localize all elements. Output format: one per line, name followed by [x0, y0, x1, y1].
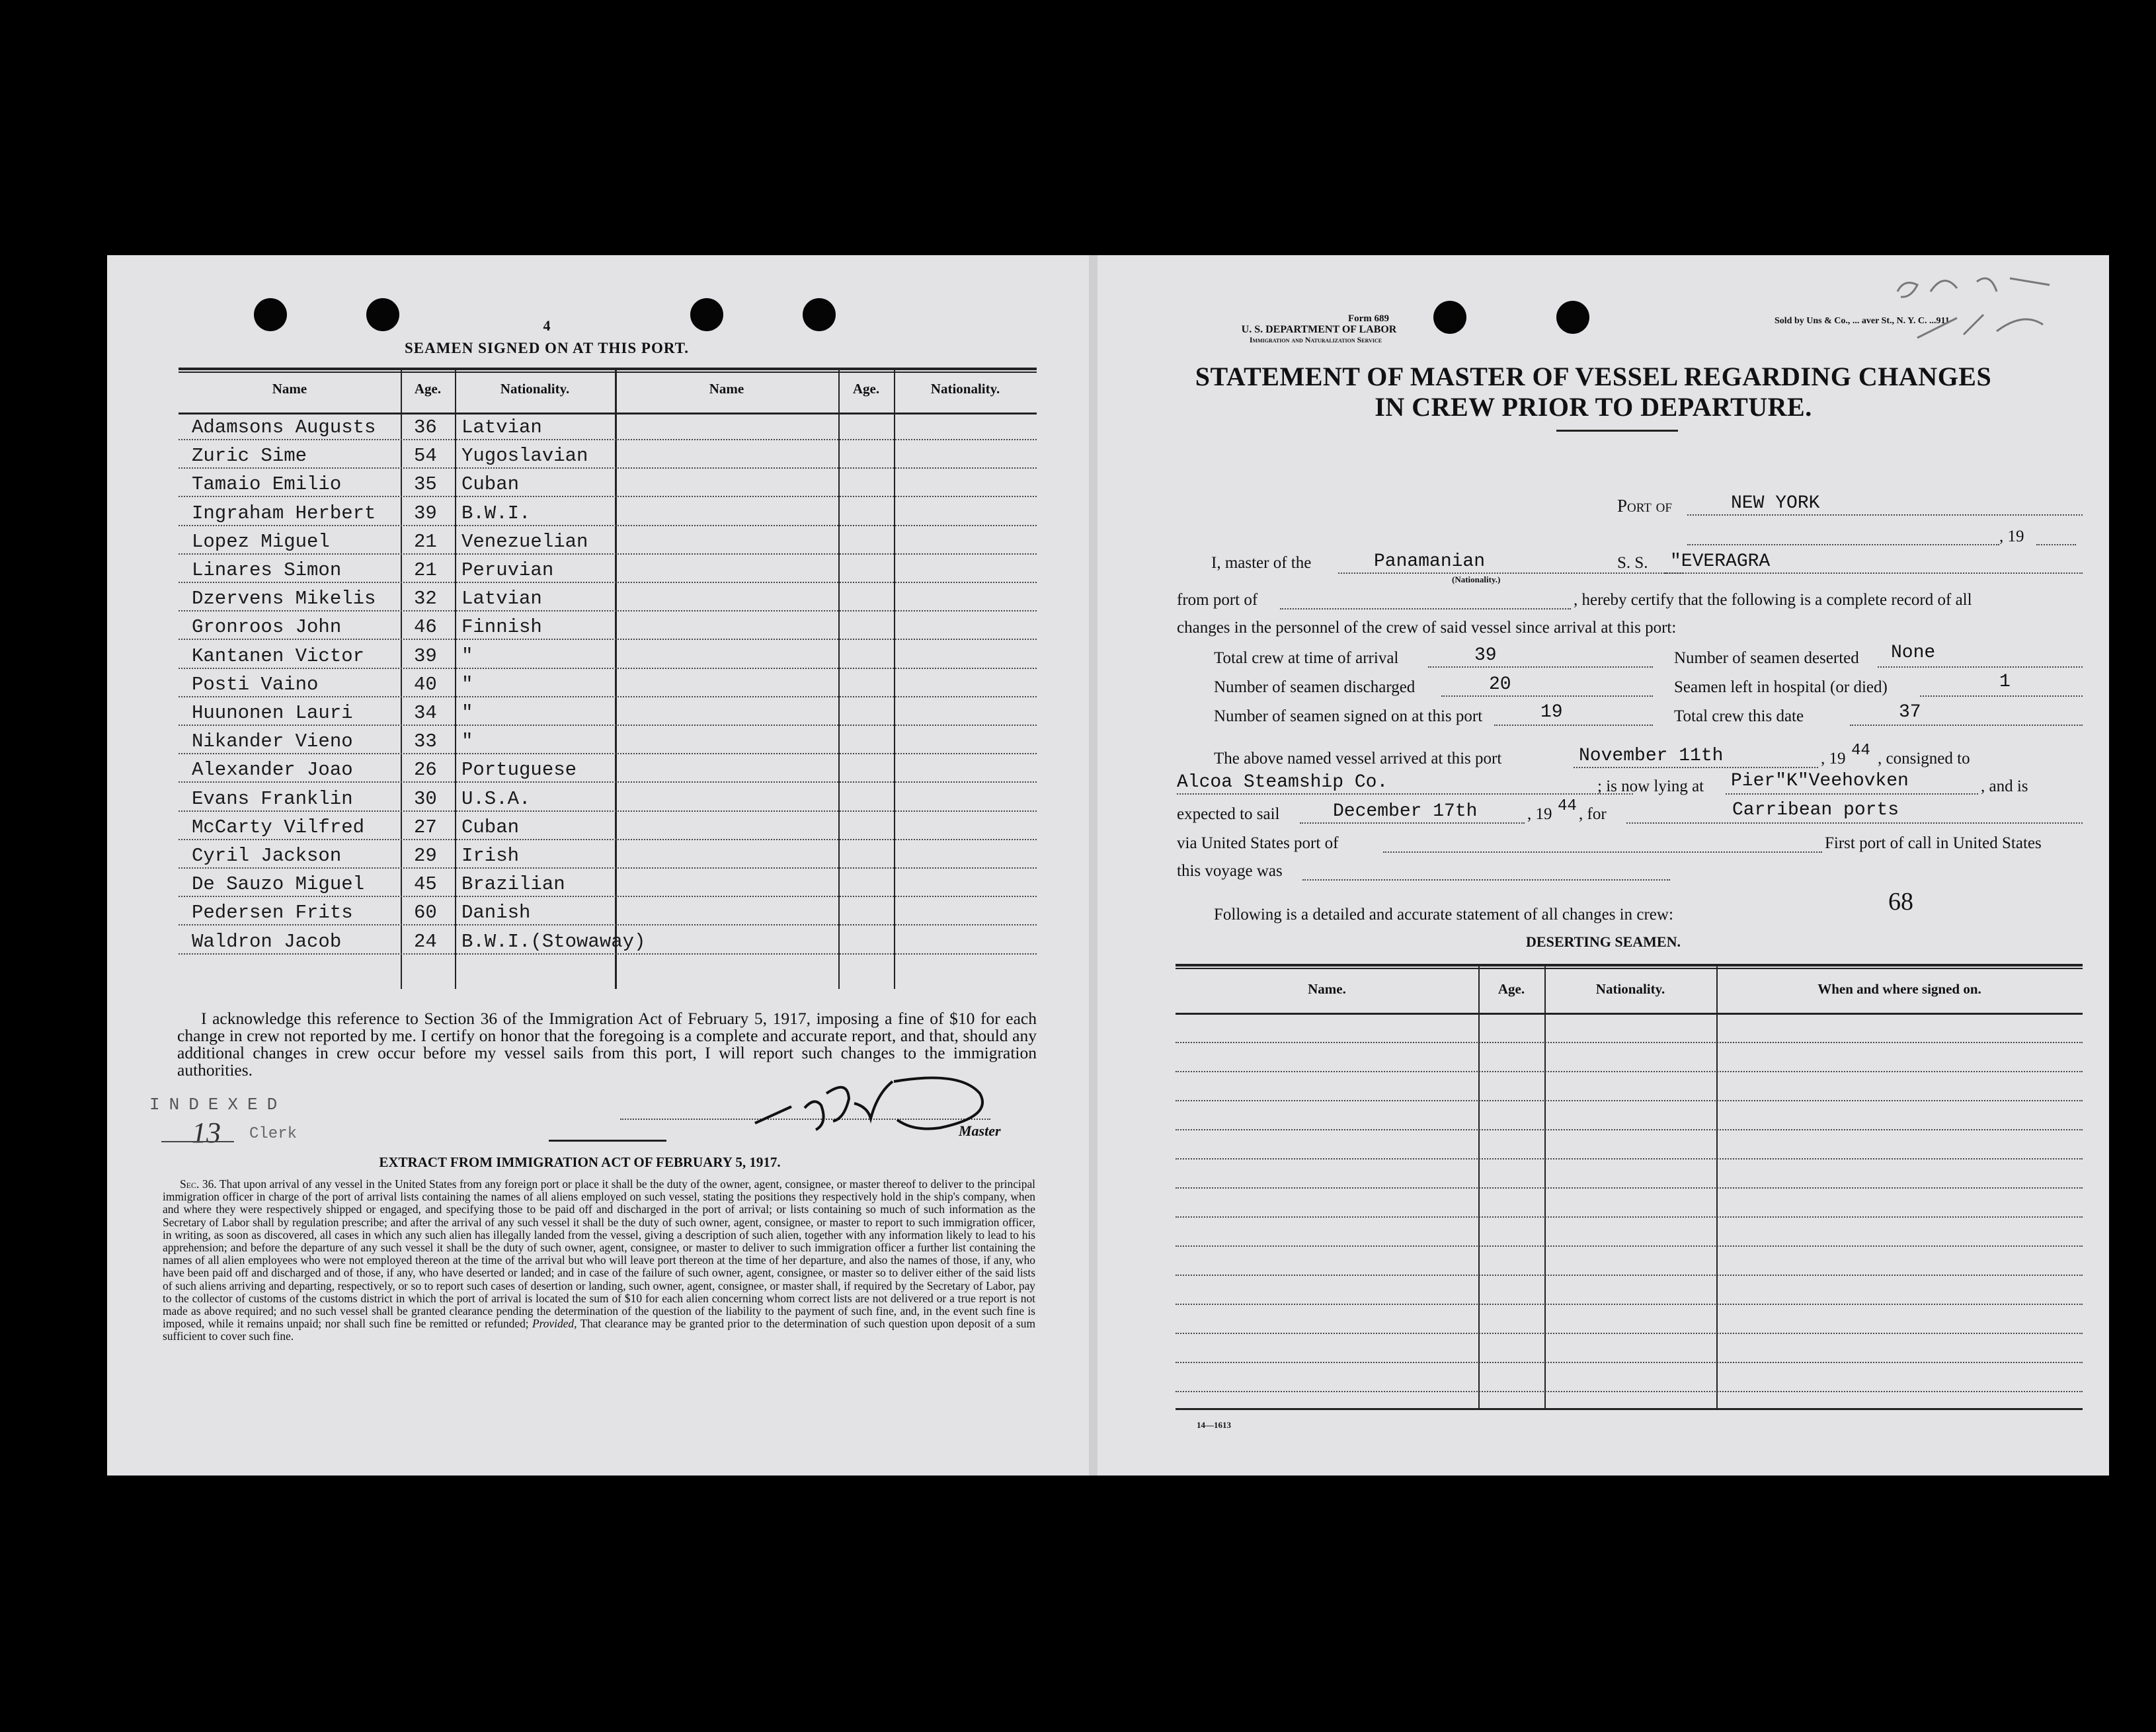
- sail-date: December 17th: [1333, 801, 1478, 822]
- deserted-value: None: [1891, 643, 1936, 663]
- header-age-2: Age.: [852, 381, 880, 397]
- crew-row: [179, 643, 1037, 671]
- section-title: SEAMEN SIGNED ON AT THIS PORT.: [404, 340, 690, 356]
- pencil-annotation: [1878, 265, 2076, 358]
- deserting-title: DESERTING SEAMEN.: [1526, 933, 1681, 950]
- deserting-seamen-table: [1176, 964, 2083, 1413]
- arrived-year-prefix: , 19: [1821, 750, 1846, 768]
- total-arrival-label: Total crew at time of arrival: [1214, 649, 1399, 667]
- via-label: via United States port of: [1177, 834, 1339, 852]
- master-of-label: I, master of the: [1211, 554, 1312, 572]
- crew-nationality: Brazilian: [461, 873, 565, 896]
- desert-line: [1176, 1187, 2083, 1189]
- master-label: Master: [959, 1122, 1001, 1139]
- crew-nationality: Venezuelian: [461, 530, 588, 553]
- crew-nationality: ": [461, 702, 473, 724]
- crew-nationality: U.S.A.: [461, 787, 531, 810]
- crew-row: [179, 613, 1037, 642]
- form-title-line-2: IN CREW PRIOR TO DEPARTURE.: [1375, 392, 1812, 422]
- desert-header-nationality: Nationality.: [1595, 981, 1665, 997]
- crew-row: [179, 414, 1037, 442]
- crew-age: 39: [414, 502, 437, 524]
- form-number: Form 689: [1347, 313, 1390, 324]
- crew-row: [179, 585, 1037, 613]
- crew-age: 33: [414, 730, 437, 753]
- service: Immigration and Naturalization Service: [1249, 335, 1382, 344]
- crew-age: 30: [414, 787, 437, 810]
- voyage-label: this voyage was: [1177, 862, 1283, 880]
- header-name: Name: [272, 381, 307, 397]
- desert-line: [1176, 1333, 2083, 1334]
- desert-line: [1176, 1275, 2083, 1276]
- following-text: Following is a detailed and accurate statement of all changes in crew:: [1214, 906, 1673, 924]
- vessel-name: "EVERAGRA: [1670, 551, 1771, 572]
- crew-name: Cyril Jackson: [192, 845, 342, 867]
- crew-name: Huunonen Lauri: [192, 702, 353, 724]
- crew-nationality: Portuguese: [461, 759, 577, 781]
- crew-name: De Sauzo Miguel: [192, 873, 365, 896]
- desert-line: [1176, 1245, 2083, 1247]
- desert-line: [1176, 1158, 2083, 1160]
- lying-label: ; is now lying at: [1597, 777, 1704, 795]
- crew-name: Posti Vaino: [192, 673, 319, 695]
- destination: Carribean ports: [1732, 800, 1899, 820]
- desert-line: [1176, 1100, 2083, 1101]
- crew-age: 32: [414, 588, 437, 610]
- crew-age: 21: [414, 530, 437, 553]
- discharged-value: 20: [1489, 674, 1511, 695]
- crew-age: 54: [414, 445, 437, 467]
- crew-name: Ingraham Herbert: [192, 502, 376, 524]
- crew-name: Kantanen Victor: [192, 645, 365, 667]
- crew-nationality: Cuban: [461, 473, 520, 496]
- desert-line: [1176, 1362, 2083, 1363]
- crew-nationality: B.W.I.: [461, 502, 531, 524]
- port-label: Port of: [1617, 496, 1672, 516]
- crew-name: Tamaio Emilio: [192, 473, 342, 496]
- hospital-value: 1: [1999, 672, 2011, 692]
- header-age: Age.: [414, 381, 442, 397]
- crew-name: Alexander Joao: [192, 759, 353, 781]
- expected-label: expected to sail: [1177, 805, 1280, 823]
- crew-age: 40: [414, 673, 437, 695]
- arrived-year: 44: [1851, 742, 1870, 760]
- year-prefix: , 19: [1999, 528, 2024, 545]
- crew-name: McCarty Vilfred: [192, 816, 365, 838]
- desert-line: [1176, 1216, 2083, 1218]
- crew-age: 39: [414, 645, 437, 667]
- nationality-caption: (Nationality.): [1452, 574, 1501, 584]
- crew-age: 36: [414, 416, 437, 438]
- total-date-label: Total crew this date: [1674, 707, 1804, 725]
- sail-year: 44: [1558, 797, 1577, 815]
- acknowledgement-text: I acknowledge this reference to Section 36 of the Immigration Act of February 5, 1917, imposing a fine of $10 for each change in crew not reported by me. I certify on honor that the foregoing is a complete and accurate report, and that, should any additional changes in crew occur before my vessel sails from this port, I will report such changes to the immigration authorities.: [177, 1009, 1037, 1080]
- crew-name: Linares Simon: [192, 559, 342, 581]
- desert-line: [1176, 1304, 2083, 1305]
- crew-age: 29: [414, 845, 437, 867]
- crew-row: [179, 842, 1037, 871]
- crew-name: Pedersen Frits: [192, 902, 353, 924]
- handwritten-number: 68: [1888, 888, 1913, 916]
- crew-row: [179, 871, 1037, 899]
- crew-name: Gronroos John: [192, 616, 342, 639]
- total-date-value: 37: [1899, 702, 1921, 723]
- desert-header-age: Age.: [1497, 981, 1525, 997]
- page-number: 4: [543, 317, 551, 334]
- desert-line: [1176, 1391, 2083, 1392]
- crew-nationality: Danish: [461, 902, 531, 924]
- crew-row: [179, 728, 1037, 756]
- crew-age: 24: [414, 930, 437, 953]
- nationality-value: Panamanian: [1374, 551, 1486, 572]
- desert-empty-lines: [1176, 1013, 2083, 1408]
- crew-age: 35: [414, 473, 437, 496]
- header-nationality: Nationality.: [500, 381, 570, 397]
- crew-age: 46: [414, 616, 437, 639]
- crew-age: 34: [414, 702, 437, 724]
- crew-nationality: Yugoslavian: [461, 445, 588, 467]
- certify-text: , hereby certify that the following is a complete record of all: [1574, 591, 1972, 609]
- crew-nationality: Cuban: [461, 816, 520, 838]
- crew-nationality: ": [461, 645, 473, 667]
- crew-row: [179, 557, 1037, 585]
- right-page: [1098, 255, 2109, 1476]
- header-nationality-2: Nationality.: [930, 381, 1000, 397]
- crew-nationality: Latvian: [461, 416, 542, 438]
- crew-nationality: Finnish: [461, 616, 542, 639]
- discharged-label: Number of seamen discharged: [1214, 678, 1416, 696]
- stamp-clerk-initials: 13: [192, 1117, 221, 1149]
- department: U. S. DEPARTMENT OF LABOR: [1241, 324, 1397, 335]
- crew-name: Dzervens Mikelis: [192, 588, 376, 610]
- sail-year-prefix: , 19: [1527, 805, 1552, 823]
- desert-line: [1176, 1071, 2083, 1072]
- pier: Pier"K"Veehovken: [1731, 771, 1909, 791]
- extract-text: Sec. 36. That upon arrival of any vessel in the United States from any foreign port or place it shall be the duty of the owner, agent, consignee, or master thereof to deliver to the principal immigration officer in charge of the port of arrival lists containing the names of all aliens employed on such vessel, stating the positions they respectively hold in the ship's company, when and where they were respectively shipped or engaged, and specifying those to be paid off and discharged in the port of arrival; or lists containing so much of such information as the Secretary of Labor shall by regulation prescribe; and after the arrival of any such vessel it shall be the duty of such owner, agent, consignee, or master to report to such immigration officer, in writing, as soon as discovered, all cases in which any such alien has illegally landed from the vessel, giving a description of such alien, together with any information likely to lead to his apprehension; and before the departure of any such vessel it shall be the duty of such owner, agent, consignee, or master to deliver to such immigration officer a further list containing the names of all alien employees who were not employed thereon at the time of the arrival but who will leave port thereon at the time of her departure, and also the names of those, if any, who have been paid off and discharged and of those, if any, who have deserted or landed; and in case of the failure of such owner, agent, consignee, or master so to deliver either of the said lists of such aliens arriving and departing, respectively, or so to report such cases of desertion or landing, such owner, agent, consignee, or master shall, if required by the Secretary of Labor, pay to the collector of customs of the customs district in which the port of arrival is located the sum of $10 for each alien concerning whom correct lists are not delivered or a true report is not made as above required; and no such vessel shall be granted clearance pending the determination of the question of the liability to the payment of such fine, and, in the event such fine is imposed, while it remains unpaid; nor shall such fine be remitted or refunded; Provided, That clearance may be granted prior to the determination of such question upon deposit of a sum sufficient to cover such fine.: [163, 1177, 1035, 1343]
- crew-age: 60: [414, 902, 437, 924]
- crew-row: [179, 899, 1037, 927]
- consigned-label: , consigned to: [1878, 750, 1970, 768]
- desert-header-name: Name.: [1308, 981, 1346, 997]
- footer-code: 14—1613: [1197, 1420, 1231, 1430]
- crew-row: [179, 671, 1037, 699]
- crew-nationality: ": [461, 730, 473, 753]
- form-title-line-1: STATEMENT OF MASTER OF VESSEL REGARDING CHANGES: [1195, 362, 1992, 391]
- for-label: , for: [1579, 805, 1607, 823]
- crew-row: [179, 442, 1037, 471]
- crew-age: 45: [414, 873, 437, 896]
- ss-label: S. S.: [1617, 554, 1648, 572]
- crew-row: [179, 928, 1037, 957]
- and-is: , and is: [1981, 777, 2028, 795]
- crew-name: Lopez Miguel: [192, 530, 330, 553]
- desert-line: [1176, 1042, 2083, 1043]
- desert-line: [1176, 1129, 2083, 1130]
- deserted-label: Number of seamen deserted: [1674, 649, 1859, 667]
- signed-on-label: Number of seamen signed on at this port: [1214, 707, 1483, 725]
- crew-row: [179, 785, 1037, 814]
- header-name-2: Name: [709, 381, 744, 397]
- crew-row: [179, 528, 1037, 557]
- crew-age: 27: [414, 816, 437, 838]
- port-value: NEW YORK: [1731, 493, 1820, 514]
- desert-header-signed-on: When and where signed on.: [1817, 981, 1981, 997]
- crew-nationality: Latvian: [461, 588, 542, 610]
- stamp-clerk: Clerk: [249, 1125, 298, 1143]
- arrived-label: The above named vessel arrived at this port: [1214, 750, 1502, 768]
- crew-nationality: Irish: [461, 845, 520, 867]
- extract-title: EXTRACT FROM IMMIGRATION ACT OF FEBRUARY 5, 1917.: [379, 1154, 781, 1170]
- signed-on-value: 19: [1540, 702, 1563, 723]
- crew-row: [179, 814, 1037, 842]
- crew-name: Nikander Vieno: [192, 730, 353, 753]
- crew-age: 26: [414, 759, 437, 781]
- first-call-label: First port of call in United States: [1825, 834, 2042, 852]
- consignee: Alcoa Steamship Co.: [1177, 772, 1388, 793]
- crew-nationality: Peruvian: [461, 559, 554, 581]
- changes-text: changes in the personnel of the crew of said vessel since arrival at this port:: [1177, 619, 1677, 637]
- from-port-label: from port of: [1177, 591, 1258, 609]
- sold-by: Sold by Uns & Co., ... aver St., N. Y. C. ...911: [1775, 316, 1950, 326]
- crew-row: [179, 756, 1037, 785]
- crew-row: [179, 471, 1037, 499]
- crew-name: Adamsons Augusts: [192, 416, 376, 438]
- crew-nationality: B.W.I.(Stowaway): [461, 930, 646, 953]
- total-arrival-value: 39: [1474, 645, 1497, 666]
- crew-name: Waldron Jacob: [192, 930, 342, 953]
- stamp-indexed: INDEXED: [149, 1095, 287, 1115]
- hospital-label: Seamen left in hospital (or died): [1674, 678, 1888, 696]
- crew-name: Zuric Sime: [192, 445, 307, 467]
- crew-age: 21: [414, 559, 437, 581]
- punch-hole: [1556, 301, 1589, 334]
- crew-row: [179, 500, 1037, 528]
- left-page: [107, 255, 1091, 1476]
- crew-rows: [179, 414, 1037, 976]
- crew-name: Evans Franklin: [192, 787, 353, 810]
- arrived-value: November 11th: [1579, 746, 1724, 766]
- crew-row: [179, 699, 1037, 728]
- crew-nationality: ": [461, 673, 473, 695]
- seamen-signed-table: [179, 368, 1037, 989]
